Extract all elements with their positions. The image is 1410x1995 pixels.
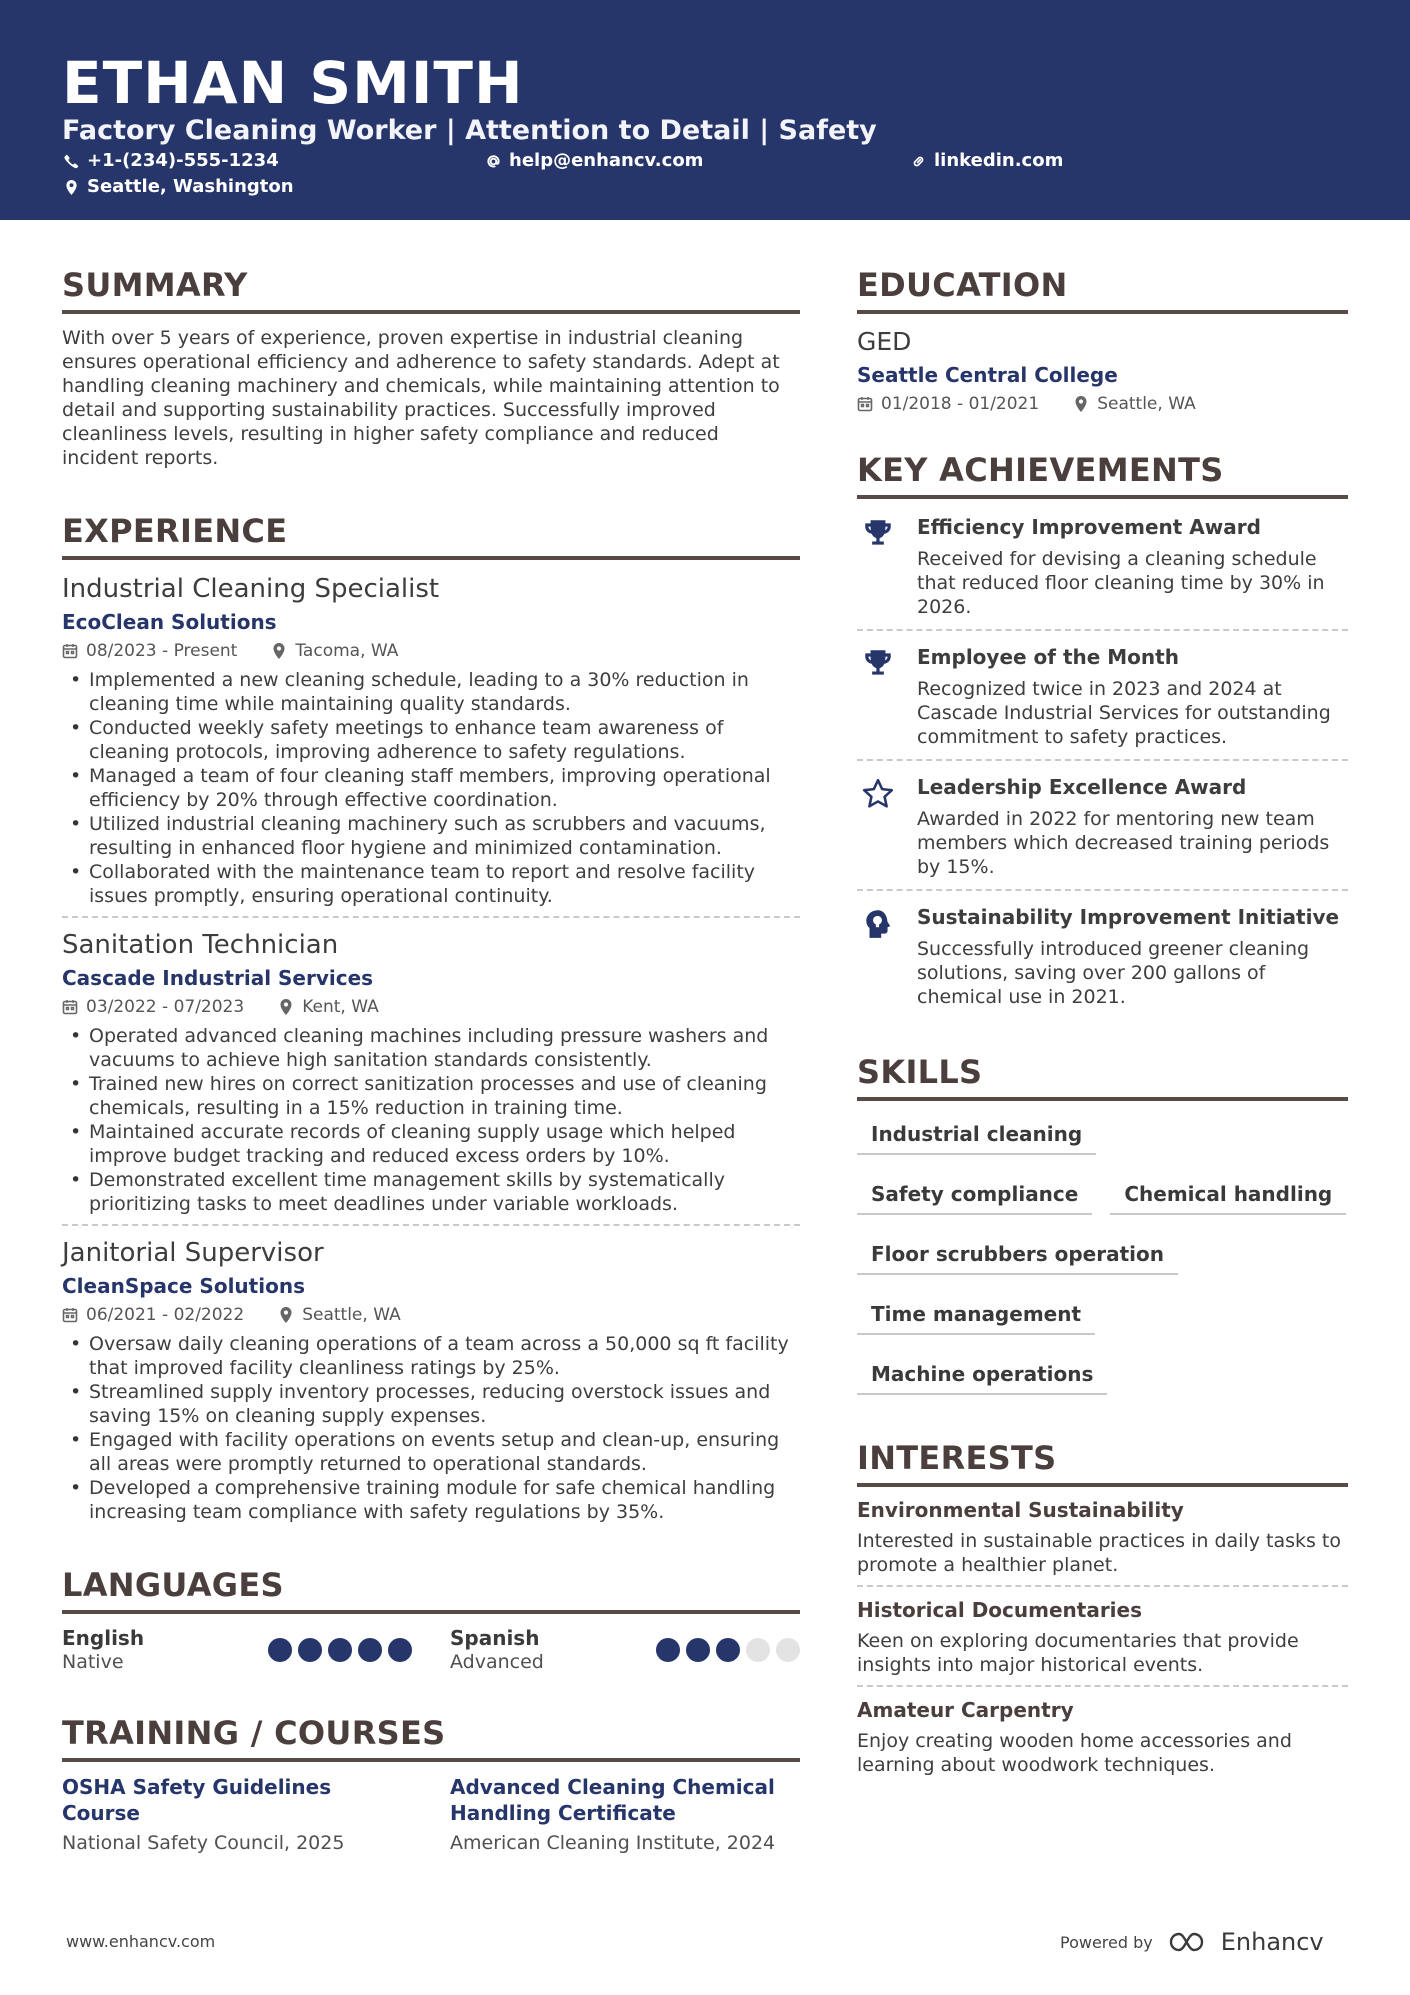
achievements-section (857, 447, 1348, 1019)
language-rating (656, 1638, 800, 1662)
brand-logo (1167, 1928, 1324, 1956)
job-bullet: • Engaged with facility operations on events setup and clean-up, ensuring all areas were promptly returned to operational standards. (62, 1428, 800, 1476)
job-bullets (62, 1024, 800, 1216)
contact-email-text: help@enhancv.com (509, 150, 704, 171)
experience-section (62, 508, 800, 1532)
rating-dot-filled (298, 1638, 322, 1662)
job-entry (62, 916, 800, 1224)
interest-item (857, 1491, 1348, 1585)
left-column (62, 262, 800, 1856)
achievement-desc: Recognized twice in 2023 and 2024 at Cascade Industrial Services for outstanding commitment to safety practices. (917, 678, 1331, 748)
interests-heading: INTERESTS (857, 1435, 1348, 1487)
location-pin-icon (278, 1307, 294, 1323)
job-entry (62, 572, 800, 916)
course-item (450, 1774, 800, 1856)
brand-name: Enhancv (1220, 1928, 1324, 1956)
skill-tag: Chemical handling (1110, 1181, 1346, 1215)
contact-linkedin[interactable] (911, 150, 1063, 172)
education-dates: 01/2018 - 01/2021 (881, 394, 1040, 414)
achievement-item (857, 759, 1348, 889)
contact-phone[interactable] (64, 150, 279, 172)
language-item (62, 1626, 412, 1674)
job-meta (62, 994, 800, 1020)
interest-title: Amateur Carpentry (857, 1698, 1074, 1722)
achievement-title: Sustainability Improvement Initiative (917, 905, 1340, 929)
skill-tag: Safety compliance (857, 1181, 1092, 1215)
job-bullet: • Conducted weekly safety meetings to enhance team awareness of cleaning protocols, improving adherence to safety regulations. (62, 716, 800, 764)
interests-section (857, 1435, 1348, 1785)
job-meta (62, 638, 800, 664)
achievement-desc: Successfully introduced greener cleaning solutions, saving over 200 gallons of chemical use in 2021. (917, 938, 1310, 1008)
summary-heading: SUMMARY (62, 262, 800, 314)
education-degree: GED (857, 327, 912, 356)
calendar-icon (62, 999, 78, 1015)
language-name: Spanish (450, 1626, 540, 1650)
education-school: Seattle Central College (857, 363, 1118, 387)
job-title: Janitorial Supervisor (62, 1238, 324, 1268)
trophy-icon (857, 643, 899, 749)
job-location: Tacoma, WA (295, 641, 399, 661)
skills-heading: SKILLS (857, 1049, 1348, 1101)
enhancv-logo-icon (1167, 1930, 1213, 1954)
job-dates: 08/2023 - Present (86, 641, 238, 661)
calendar-icon (62, 1307, 78, 1323)
location-pin-icon (271, 643, 287, 659)
candidate-headline: Factory Cleaning Worker | Attention to Detail | Safety (62, 115, 877, 146)
job-bullets (62, 668, 800, 908)
phone-icon (64, 154, 79, 169)
rating-dot-empty (776, 1638, 800, 1662)
job-company: CleanSpace Solutions (62, 1274, 305, 1298)
at-icon (486, 154, 501, 169)
job-bullet: • Maintained accurate records of cleaning supply usage which helped improve budget tracking and reduced excess orders by 10%. (62, 1120, 800, 1168)
rating-dot-filled (358, 1638, 382, 1662)
languages-heading: LANGUAGES (62, 1562, 800, 1614)
job-bullet: • Streamlined supply inventory processes, reducing overstock issues and saving 15% on cleaning supply expenses. (62, 1380, 800, 1428)
job-bullet: • Trained new hires on correct sanitization processes and use of cleaning chemicals, resulting in a 15% reduction in training time. (62, 1072, 800, 1120)
job-dates: 03/2022 - 07/2023 (86, 997, 245, 1017)
rating-dot-filled (716, 1638, 740, 1662)
rating-dot-filled (268, 1638, 292, 1662)
courses-list (62, 1774, 800, 1856)
job-location: Kent, WA (302, 997, 379, 1017)
interest-item (857, 1685, 1348, 1785)
education-heading: EDUCATION (857, 262, 1348, 314)
training-heading: TRAINING / COURSES (62, 1710, 800, 1762)
footer-website[interactable]: www.enhancv.com (66, 1932, 216, 1951)
job-location: Seattle, WA (302, 1305, 401, 1325)
training-section (62, 1710, 800, 1856)
contact-location (64, 176, 294, 198)
skills-section (857, 1049, 1348, 1395)
interest-desc: Enjoy creating wooden home accessories and learning about woodwork techniques. (857, 1730, 1292, 1776)
achievement-title: Employee of the Month (917, 645, 1179, 669)
interest-desc: Interested in sustainable practices in daily tasks to promote a healthier planet. (857, 1530, 1342, 1576)
achievement-item (857, 629, 1348, 759)
job-dates: 06/2021 - 02/2022 (86, 1305, 245, 1325)
right-column (857, 262, 1348, 1785)
achievement-desc: Awarded in 2022 for mentoring new team members which decreased training periods by 15%. (917, 808, 1330, 878)
rating-dot-filled (388, 1638, 412, 1662)
education-location: Seattle, WA (1097, 394, 1196, 414)
language-rating (268, 1638, 412, 1662)
job-meta (62, 1302, 800, 1328)
interest-title: Historical Documentaries (857, 1598, 1143, 1622)
location-pin-icon (1073, 396, 1089, 412)
course-org: National Safety Council, 2025 (62, 1832, 345, 1854)
trophy-icon (857, 513, 899, 619)
rating-dot-filled (656, 1638, 680, 1662)
star-icon (857, 773, 899, 879)
head-lightbulb-icon (857, 903, 899, 1009)
job-bullet: • Managed a team of four cleaning staff members, improving operational efficiency by 20% through effective coordination. (62, 764, 800, 812)
contact-phone-text: +1-(234)-555-1234 (87, 150, 279, 171)
job-bullets (62, 1332, 800, 1524)
achievements-heading: KEY ACHIEVEMENTS (857, 447, 1348, 499)
resume-header (0, 0, 1410, 220)
summary-section (62, 262, 800, 470)
job-bullet: • Operated advanced cleaning machines including pressure washers and vacuums to achieve high sanitation standards consistently. (62, 1024, 800, 1072)
job-title: Industrial Cleaning Specialist (62, 574, 440, 604)
achievement-item (857, 889, 1348, 1019)
footer-branding[interactable] (1060, 1928, 1324, 1956)
rating-dot-filled (328, 1638, 352, 1662)
contact-location-text: Seattle, Washington (87, 176, 294, 197)
calendar-icon (62, 643, 78, 659)
experience-heading: EXPERIENCE (62, 508, 800, 560)
link-icon (911, 154, 926, 169)
interest-item (857, 1585, 1348, 1685)
summary-text: With over 5 years of experience, proven expertise in industrial cleaning ensures operational efficiency and adherence to safety standards. Adept at handling cleaning machinery and chemicals, while maintaining attention to detail and supporting sustainability practices. Successfully improved cleanliness levels, resulting in higher safety compliance and reduced incident reports. (62, 327, 780, 469)
languages-section (62, 1562, 800, 1674)
achievement-item (857, 501, 1348, 629)
contact-email[interactable] (486, 150, 703, 172)
job-bullet: • Demonstrated excellent time management skills by systematically prioritizing tasks to meet deadlines under variable workloads. (62, 1168, 800, 1216)
skill-tag: Time management (857, 1301, 1095, 1335)
achievement-title: Efficiency Improvement Award (917, 515, 1261, 539)
skill-tag: Floor scrubbers operation (857, 1241, 1178, 1275)
job-bullet: • Collaborated with the maintenance team to report and resolve facility issues promptly, ensuring operational continuity. (62, 860, 800, 908)
course-item (62, 1774, 412, 1856)
achievement-desc: Received for devising a cleaning schedule that reduced floor cleaning time by 30% in 2026. (917, 548, 1325, 618)
rating-dot-empty (746, 1638, 770, 1662)
location-pin-icon (64, 180, 79, 195)
language-name: English (62, 1626, 145, 1650)
course-name: OSHA Safety Guidelines Course (62, 1775, 332, 1825)
job-bullet: • Developed a comprehensive training module for safe chemical handling increasing team compliance with safety regulations by 35%. (62, 1476, 800, 1524)
course-org: American Cleaning Institute, 2024 (450, 1832, 776, 1854)
skill-tag: Industrial cleaning (857, 1121, 1096, 1155)
language-level: Native (62, 1651, 124, 1673)
powered-by-label: Powered by (1060, 1932, 1153, 1952)
achievement-title: Leadership Excellence Award (917, 775, 1247, 799)
location-pin-icon (278, 999, 294, 1015)
job-bullet: • Implemented a new cleaning schedule, leading to a 30% reduction in cleaning time while maintaining quality standards. (62, 668, 800, 716)
job-entry (62, 1224, 800, 1532)
education-meta (857, 391, 1348, 417)
job-title: Sanitation Technician (62, 930, 339, 960)
skills-list (857, 1113, 1348, 1395)
interest-desc: Keen on exploring documentaries that provide insights into major historical events. (857, 1630, 1299, 1676)
rating-dot-filled (686, 1638, 710, 1662)
job-bullet: • Utilized industrial cleaning machinery such as scrubbers and vacuums, resulting in enhanced floor hygiene and minimized contamination. (62, 812, 800, 860)
education-section (857, 262, 1348, 417)
calendar-icon (857, 396, 873, 412)
job-company: EcoClean Solutions (62, 610, 277, 634)
language-level: Advanced (450, 1651, 544, 1673)
language-item (450, 1626, 800, 1674)
skill-tag: Machine operations (857, 1361, 1107, 1395)
languages-list (62, 1626, 800, 1674)
contact-linkedin-text: linkedin.com (934, 150, 1064, 171)
interest-title: Environmental Sustainability (857, 1498, 1184, 1522)
candidate-name: ETHAN SMITH (62, 49, 524, 117)
job-company: Cascade Industrial Services (62, 966, 374, 990)
job-bullet: • Oversaw daily cleaning operations of a team across a 50,000 sq ft facility that improved facility cleanliness ratings by 25%. (62, 1332, 800, 1380)
course-name: Advanced Cleaning Chemical Handling Certificate (450, 1775, 775, 1825)
